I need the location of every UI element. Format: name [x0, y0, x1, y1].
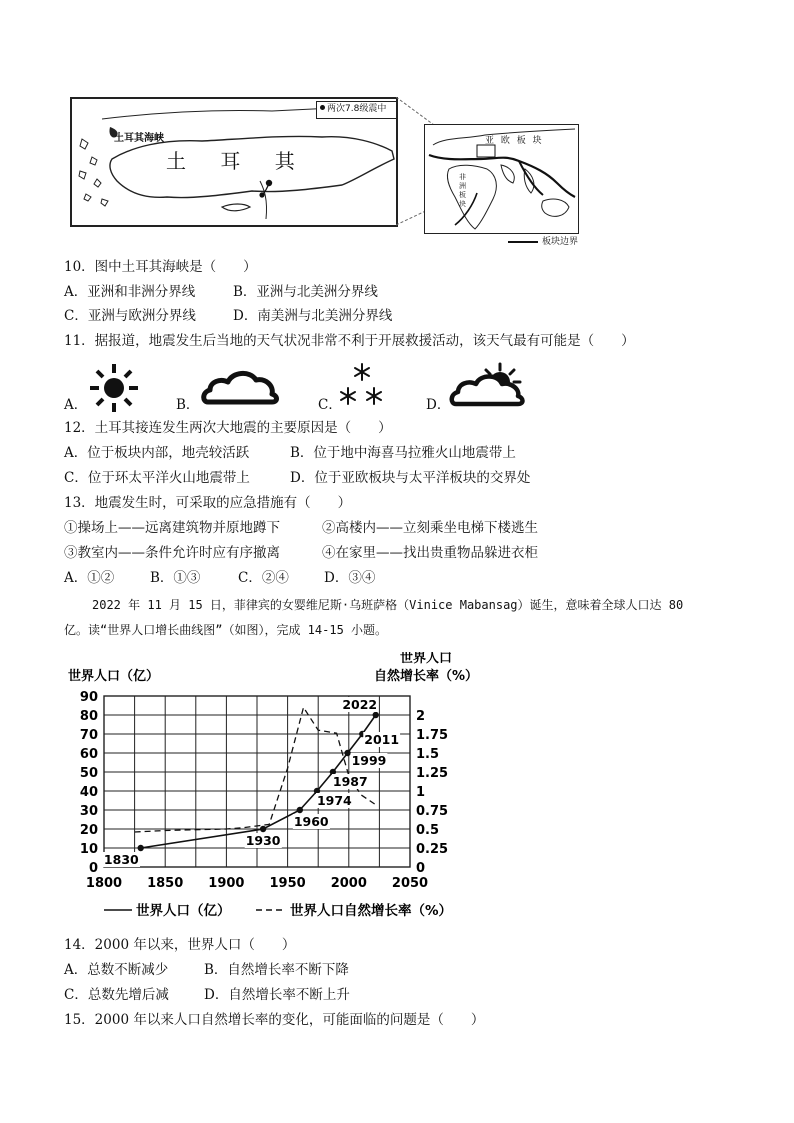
q13-item-1: ①操场上——远离建筑物并原地蹲下: [64, 520, 280, 536]
cloudy-icon: [200, 368, 280, 408]
q10-option-d[interactable]: D．南美洲与北美洲分界线: [233, 308, 393, 324]
epicenter-icon: [320, 105, 325, 110]
y-right-tick-label: 1.25: [416, 766, 449, 781]
q13-option-c[interactable]: C．②④: [238, 570, 289, 586]
sun-icon: [88, 362, 140, 414]
y-right-axis-title-1: 世界人口: [400, 652, 453, 666]
turkey-map: [70, 97, 398, 227]
q10-option-c[interactable]: C．亚洲与欧洲分界线: [64, 308, 196, 324]
y-right-tick-label: 0.75: [416, 804, 449, 819]
y-left-tick-label: 0: [88, 861, 98, 876]
q14-stem: 14．2000 年以来，世界人口（ ）: [64, 937, 296, 953]
y-left-tick-label: 70: [79, 728, 98, 743]
q13-item-4: ④在家里——找出贵重物品躲进衣柜: [322, 545, 538, 561]
population-point-label: 1999: [351, 753, 387, 768]
intro-line-2: 亿。读“世界人口增长曲线图”（如图），完成 14-15 小题。: [64, 623, 388, 637]
q12-option-a[interactable]: A．位于板块内部，地壳较活跃: [64, 445, 250, 461]
x-tick-label: 2000: [330, 876, 367, 891]
x-tick-label: 1850: [147, 876, 184, 891]
q14-option-b[interactable]: B．自然增长率不断下降: [204, 962, 349, 978]
q13-option-a[interactable]: A．①②: [64, 570, 115, 586]
population-point-label: 1987: [332, 774, 368, 789]
q13-item-3: ③教室内——条件允许时应有序撤离: [64, 545, 280, 561]
population-point: [373, 712, 379, 718]
population-chart: [60, 652, 480, 924]
strait-label: 土耳其海峡: [114, 133, 164, 144]
y-right-tick-label: 0.25: [416, 842, 449, 857]
q10-stem: 10．图中土耳其海峡是（ ）: [64, 259, 257, 275]
population-point-label: 1930: [245, 833, 281, 848]
population-point-label: 1960: [293, 814, 329, 829]
y-right-tick-label: 1.5: [416, 747, 440, 762]
population-point: [138, 845, 144, 851]
y-left-tick-label: 50: [79, 766, 98, 781]
y-left-tick-label: 30: [79, 804, 98, 819]
x-tick-label: 2050: [391, 876, 429, 891]
y-right-axis-title-2: 自然增长率（%）: [374, 669, 479, 684]
q15-stem: 15．2000 年以来人口自然增长率的变化，可能面临的问题是（ ）: [64, 1012, 485, 1028]
y-left-tick-label: 40: [79, 785, 98, 800]
q12-stem: 12．土耳其接连发生两次大地震的主要原因是（ ）: [64, 420, 392, 436]
inset-africa-label: 非洲板块: [459, 173, 466, 208]
q12-option-d[interactable]: D．位于亚欧板块与太平洋板块的交界处: [290, 470, 531, 486]
q14-option-d[interactable]: D．自然增长率不断上升: [204, 987, 350, 1003]
legend-population-label: 世界人口（亿）: [136, 903, 231, 919]
q12-option-c[interactable]: C．位于环太平洋火山地震带上: [64, 470, 250, 486]
q14-option-c[interactable]: C．总数先增后减: [64, 987, 169, 1003]
q13-stem: 13．地震发生时，可采取的应急措施有（ ）: [64, 495, 352, 511]
q12-option-b[interactable]: B．位于地中海喜马拉雅火山地震带上: [290, 445, 516, 461]
population-point-label: 2011: [364, 732, 400, 747]
growth-rate-line: [135, 707, 376, 832]
y-left-tick-label: 90: [79, 690, 98, 705]
population-point-label: 2022: [342, 697, 378, 712]
q14-option-a[interactable]: A．总数不断减少: [64, 962, 169, 978]
q11-option-b[interactable]: B．: [176, 397, 200, 413]
legend-growth-label: 世界人口自然增长率（%）: [290, 903, 453, 919]
y-right-tick-label: 1: [416, 785, 426, 800]
y-right-tick-label: 1.75: [416, 728, 449, 743]
y-left-tick-label: 80: [79, 709, 98, 724]
snow-icon: [338, 362, 386, 408]
y-right-tick-label-zero: 0: [416, 861, 426, 876]
population-point-label: 1830: [103, 852, 139, 867]
population-point-label: 1974: [316, 793, 352, 808]
partly-cloudy-icon: [448, 362, 526, 408]
y-left-tick-label: 20: [79, 823, 98, 838]
intro-line-1: 2022 年 11 月 15 日，菲律宾的女婴维尼斯·乌班萨格（Vinice Mabansag）诞生，意味着全球人口达 80: [92, 598, 684, 612]
q11-stem: 11．据报道，地震发生后当地的天气状况非常不利于开展救援活动，该天气最有可能是（ ）: [64, 333, 635, 349]
population-point: [344, 750, 350, 756]
inset-plate-label: 亚 欧 板 块: [485, 136, 544, 146]
turkey-label: 土 耳 其: [166, 149, 309, 173]
q11-option-a[interactable]: A．: [64, 397, 88, 413]
y-left-tick-label: 60: [79, 747, 98, 762]
q13-item-2: ②高楼内——立刻乘坐电梯下楼逃生: [322, 520, 538, 536]
q11-option-d[interactable]: D．: [426, 397, 451, 413]
q13-option-d[interactable]: D．③④: [324, 570, 376, 586]
x-tick-label: 1950: [269, 876, 306, 891]
plate-inset-map: [424, 124, 579, 234]
y-left-tick-label: 10: [79, 842, 98, 857]
x-tick-label: 1800: [85, 876, 123, 891]
q13-option-b[interactable]: B．①③: [150, 570, 201, 586]
x-tick-label: 1900: [208, 876, 245, 891]
boundary-line-icon: [508, 241, 538, 243]
q11-option-c[interactable]: C．: [318, 397, 342, 413]
y-right-tick-label: 0.5: [416, 823, 440, 838]
inset-legend: 板块边界: [508, 234, 578, 247]
map-legend: 两次7.8级震中: [316, 101, 398, 119]
y-left-axis-title: 世界人口（亿）: [68, 669, 160, 684]
q10-option-a[interactable]: A．亚洲和非洲分界线: [64, 284, 196, 300]
population-point: [260, 826, 266, 832]
y-right-tick-label: 2: [416, 709, 426, 724]
population-point: [297, 807, 303, 813]
q10-option-b[interactable]: B．亚洲与北美洲分界线: [233, 284, 378, 300]
